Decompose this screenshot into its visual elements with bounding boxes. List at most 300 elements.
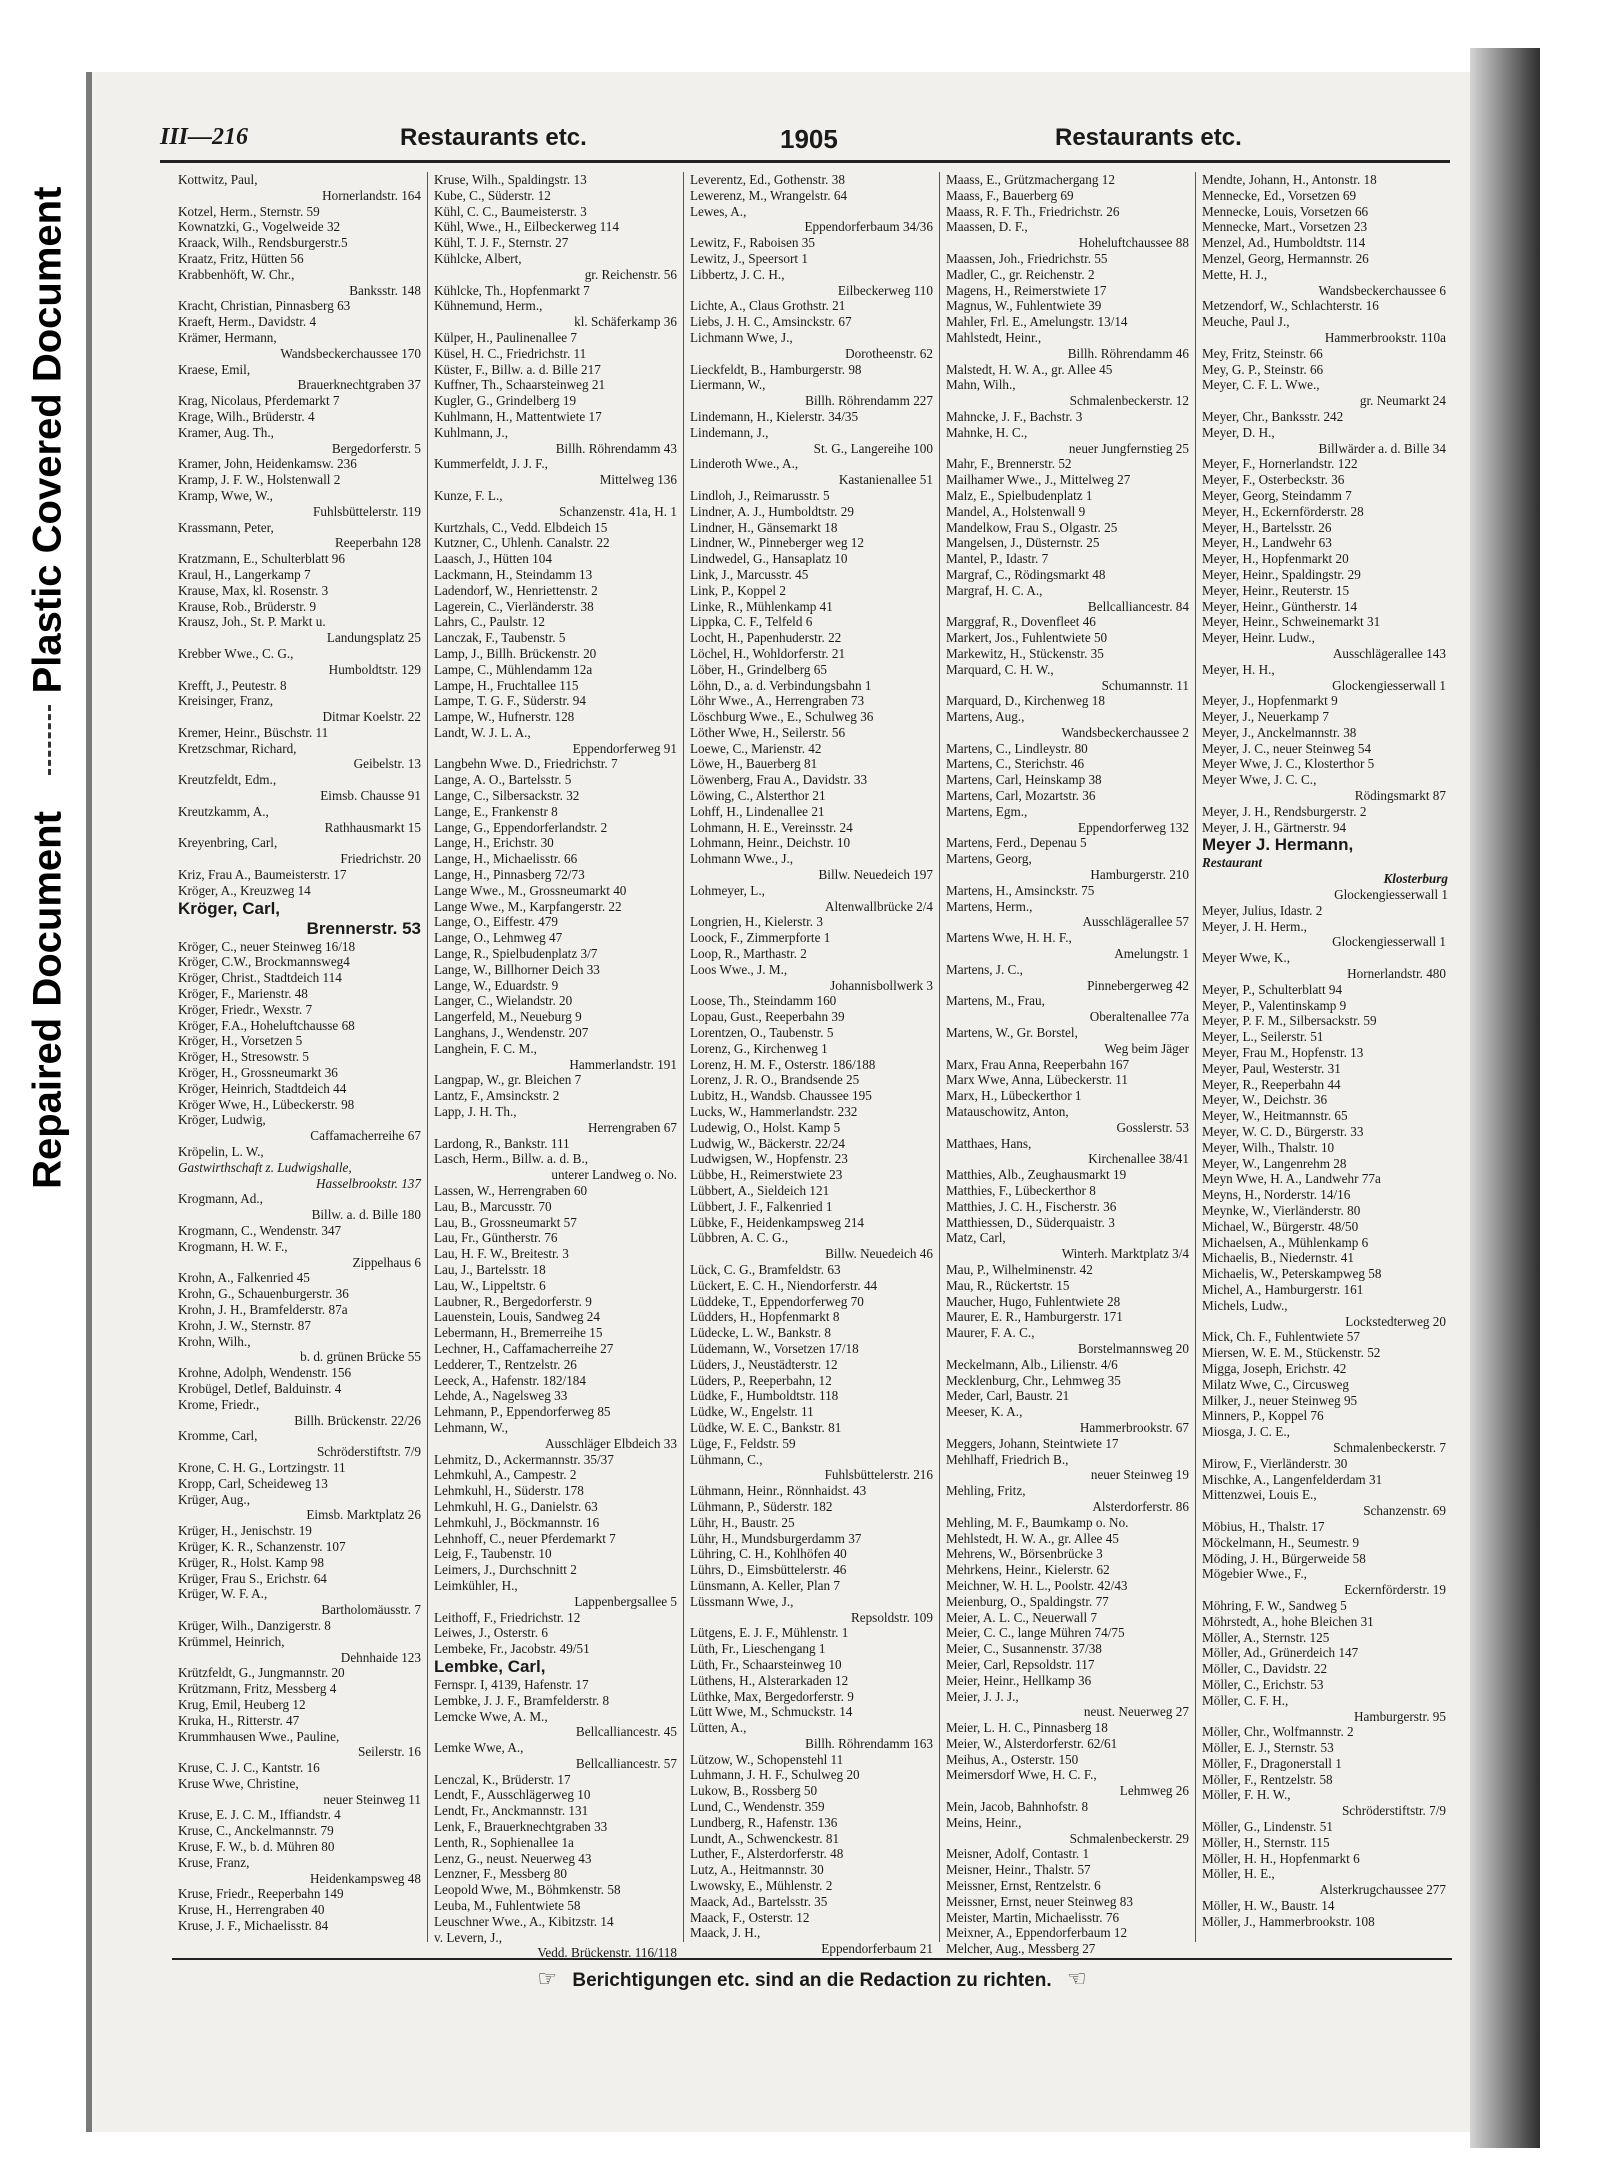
entry-name: Ludwig, W., Bäckerstr. 22/24 bbox=[690, 1135, 845, 1151]
entry-name: Kraatz, Fritz, Hütten 56 bbox=[178, 250, 304, 266]
entry-name: Meyer, W. C. D., Bürgerstr. 33 bbox=[1202, 1124, 1364, 1140]
entry-name: Löwenberg, Frau A., Davidstr. 33 bbox=[690, 772, 868, 788]
entry-name: Mette, H. J., bbox=[1202, 266, 1268, 282]
entry-name: Krämer, Hermann, bbox=[178, 329, 277, 345]
directory-entry bbox=[434, 1819, 679, 1835]
entry-name: Kraeft, Herm., Davidstr. 4 bbox=[178, 314, 317, 330]
entry-name: Kunze, F. L., bbox=[434, 487, 503, 503]
entry-name: Meissner, Ernst, Rentzelstr. 6 bbox=[946, 1878, 1101, 1894]
directory-column-4 bbox=[940, 172, 1196, 1957]
directory-entry bbox=[946, 204, 1191, 220]
entry-name: Lewes, A., bbox=[690, 203, 747, 219]
entry-name: Krummhausen Wwe., Pauline, bbox=[178, 1728, 340, 1744]
entry-name: Möller, C., Davidstr. 22 bbox=[1202, 1661, 1328, 1677]
directory-entry bbox=[434, 914, 679, 930]
entry-name: Loos Wwe., J. M., bbox=[690, 961, 788, 977]
directory-entry bbox=[1202, 982, 1448, 998]
directory-entry bbox=[946, 283, 1191, 299]
directory-entry bbox=[946, 1325, 1191, 1357]
entry-name: Lau, H. F. W., Breitestr. 3 bbox=[434, 1246, 569, 1262]
entry-name: Küsel, H. C., Friedrichstr. 11 bbox=[434, 345, 587, 361]
directory-entry bbox=[178, 1381, 423, 1397]
entry-address: Bellcalliancestr. 57 bbox=[575, 1755, 677, 1771]
directory-entry bbox=[690, 1088, 935, 1104]
directory-entry bbox=[434, 614, 679, 630]
directory-entry bbox=[1202, 520, 1448, 536]
entry-name: Kruse, C. J. C., Kantstr. 16 bbox=[178, 1760, 320, 1776]
directory-entry bbox=[434, 1578, 679, 1610]
entry-name: Mittenzwei, Louis E., bbox=[1202, 1487, 1317, 1503]
entry-name: Lapp, J. H. Th., bbox=[434, 1104, 517, 1120]
entry-name: Martens, Georg, bbox=[946, 851, 1032, 867]
entry-name: Kröger, H., Grossneumarkt 36 bbox=[178, 1065, 338, 1081]
directory-entry bbox=[690, 583, 935, 599]
directory-entry bbox=[946, 1199, 1191, 1215]
directory-entry bbox=[690, 1641, 935, 1657]
directory-entry bbox=[1202, 1393, 1448, 1409]
entry-name: Lühring, C. H., Kohlhöfen 40 bbox=[690, 1546, 847, 1562]
entry-name: Lohmann, H. E., Vereinsstr. 24 bbox=[690, 819, 853, 835]
entry-name: Meckelmann, Alb., Lilienstr. 4/6 bbox=[946, 1356, 1118, 1372]
directory-entry bbox=[434, 409, 679, 425]
entry-name: Möbius, H., Thalstr. 17 bbox=[1202, 1518, 1325, 1534]
directory-entry bbox=[1202, 1677, 1448, 1693]
directory-entry bbox=[434, 535, 679, 551]
entry-name: Locht, H., Papenhuderstr. 22 bbox=[690, 630, 842, 646]
entry-name: Lückert, E. C. H., Niendorferstr. 44 bbox=[690, 1277, 878, 1293]
directory-entry bbox=[178, 425, 423, 457]
directory-entry bbox=[178, 1823, 423, 1839]
entry-name: Kube, C., Süderstr. 12 bbox=[434, 187, 551, 203]
entry-name: Gastwirthschaft z. Ludwigshalle, bbox=[178, 1159, 352, 1175]
directory-entry bbox=[1202, 1345, 1448, 1361]
page-binding-edge bbox=[1470, 48, 1540, 2148]
entry-name: Meeser, K. A., bbox=[946, 1404, 1023, 1420]
directory-entry bbox=[946, 1072, 1191, 1088]
directory-entry bbox=[1202, 1566, 1448, 1598]
entry-address: Wandsbeckerchaussee 6 bbox=[1318, 282, 1446, 298]
directory-entry bbox=[946, 630, 1191, 646]
entry-name: Lüdke, W. E. C., Bankstr. 81 bbox=[690, 1419, 842, 1435]
entry-name: Lendt, F., Ausschlägerweg 10 bbox=[434, 1787, 591, 1803]
entry-name: Lüdke, W., Engelstr. 11 bbox=[690, 1404, 814, 1420]
directory-entry bbox=[690, 1009, 935, 1025]
directory-entry bbox=[434, 1151, 679, 1183]
directory-entry bbox=[1202, 488, 1448, 504]
directory-entry bbox=[178, 1618, 423, 1634]
directory-entry bbox=[1202, 1645, 1448, 1661]
entry-name: Lichte, A., Claus Grothstr. 21 bbox=[690, 298, 846, 314]
entry-name: Lenzner, F., Messberg 80 bbox=[434, 1866, 567, 1882]
entry-name: Lüdders, H., Hopfenmarkt 8 bbox=[690, 1309, 840, 1325]
entry-name: Meuche, Paul J., bbox=[1202, 314, 1290, 330]
directory-entry bbox=[946, 1167, 1191, 1183]
entry-name: Meier, C. C., lange Mühren 74/75 bbox=[946, 1625, 1125, 1641]
directory-entry bbox=[434, 678, 679, 694]
directory-entry bbox=[434, 1452, 679, 1468]
entry-name: Langpap, W., gr. Bleichen 7 bbox=[434, 1072, 582, 1088]
entry-name: Krone, C. H. G., Lortzingstr. 11 bbox=[178, 1459, 346, 1475]
entry-name: Lüthke, Max, Bergedorferstr. 9 bbox=[690, 1688, 854, 1704]
directory-entry bbox=[434, 646, 679, 662]
entry-name: Mandel, A., Holstenwall 9 bbox=[946, 503, 1086, 519]
entry-name: Kruse, E. J. C. M., Iffiandstr. 4 bbox=[178, 1807, 341, 1823]
entry-name: Lühr, H., Mundsburgerdamm 37 bbox=[690, 1530, 862, 1546]
directory-entry bbox=[690, 1199, 935, 1215]
entry-name: Krogmann, H. W. F., bbox=[178, 1238, 288, 1254]
directory-entry bbox=[178, 1634, 423, 1666]
entry-name: Lübbe, H., Reimerstwiete 23 bbox=[690, 1167, 843, 1183]
entry-name: Lau, B., Marcusstr. 70 bbox=[434, 1198, 552, 1214]
directory-entry bbox=[434, 1294, 679, 1310]
entry-name: Kröger, C.W., Brockmannsweg4 bbox=[178, 954, 350, 970]
entry-name: Kröger, Friedr., Wexstr. 7 bbox=[178, 1001, 313, 1017]
directory-entry bbox=[434, 1531, 679, 1547]
directory-entry bbox=[690, 1420, 935, 1436]
directory-entry bbox=[946, 693, 1191, 709]
directory-entry bbox=[178, 1239, 423, 1271]
entry-address: neuer Steinweg 19 bbox=[1090, 1467, 1189, 1483]
entry-name: Lüssmann Wwe, J., bbox=[690, 1593, 794, 1609]
directory-entry bbox=[178, 1002, 423, 1018]
directory-entry bbox=[1202, 1171, 1448, 1187]
directory-entry bbox=[178, 599, 423, 615]
entry-name: Liermann, W., bbox=[690, 377, 766, 393]
directory-entry bbox=[1202, 583, 1448, 599]
directory-entry bbox=[434, 1610, 679, 1626]
entry-name: Kramer, John, Heidenkamsw. 236 bbox=[178, 456, 357, 472]
entry-name: Krüger, H., Jenischstr. 19 bbox=[178, 1523, 312, 1539]
directory-entry bbox=[1202, 1203, 1448, 1219]
entry-address: neust. Neuerweg 27 bbox=[1083, 1704, 1189, 1720]
directory-entry bbox=[690, 1594, 935, 1626]
directory-entry bbox=[690, 835, 935, 851]
entry-name: Lühr, H., Baustr. 25 bbox=[690, 1514, 795, 1530]
entry-name: Mein, Jacob, Bahnhofstr. 8 bbox=[946, 1799, 1089, 1815]
entry-address: Fuhlsbüttelerstr. 216 bbox=[824, 1467, 933, 1483]
entry-name: Möller, J., Hammerbrookstr. 108 bbox=[1202, 1913, 1375, 1929]
directory-entry bbox=[434, 1373, 679, 1389]
directory-entry bbox=[946, 614, 1191, 630]
entry-name: Meyer, W., Deichstr. 36 bbox=[1202, 1092, 1328, 1108]
directory-entry bbox=[1202, 709, 1448, 725]
entry-name: Löchel, H., Wohldorferstr. 21 bbox=[690, 645, 846, 661]
entry-name: Kruse, Wilh., Spaldingstr. 13 bbox=[434, 172, 587, 187]
entry-name: Lützow, W., Schopenstehl 11 bbox=[690, 1751, 844, 1767]
directory-entry bbox=[434, 1230, 679, 1246]
entry-address: Bellcalliancestr. 84 bbox=[1087, 598, 1189, 614]
entry-name: Kühlcke, Albert, bbox=[434, 250, 522, 266]
entry-name: Möhring, F. W., Sandweg 5 bbox=[1202, 1597, 1347, 1613]
directory-entry bbox=[434, 1388, 679, 1404]
entry-name: Löwing, C., Alsterthor 21 bbox=[690, 788, 826, 804]
entry-name: Maurer, E. R., Hamburgerstr. 171 bbox=[946, 1309, 1123, 1325]
entry-name: Kruka, H., Ritterstr. 47 bbox=[178, 1712, 300, 1728]
directory-entry bbox=[434, 693, 679, 709]
entry-name: Mahlstedt, Heinr., bbox=[946, 329, 1042, 345]
directory-entry bbox=[178, 678, 423, 694]
entry-name: Kreisinger, Franz, bbox=[178, 693, 274, 709]
entry-address: Eppendorferbaum 21 bbox=[821, 1941, 933, 1957]
entry-address: Humboldtstr. 129 bbox=[328, 661, 421, 677]
entry-name: Lüders, J., Neustädterstr. 12 bbox=[690, 1356, 838, 1372]
directory-entry bbox=[434, 1183, 679, 1199]
entry-name: Martens, H., Amsinckstr. 75 bbox=[946, 882, 1095, 898]
directory-entry bbox=[434, 1657, 679, 1677]
entry-name: Link, P., Koppel 2 bbox=[690, 582, 786, 598]
entry-name: Kröger, F.A., Hoheluftchausse 68 bbox=[178, 1017, 355, 1033]
entry-name: Maassen, D. F., bbox=[946, 219, 1028, 235]
directory-entry bbox=[946, 172, 1191, 188]
directory-entry bbox=[946, 219, 1191, 251]
entry-address: Hamburgerstr. 95 bbox=[1353, 1708, 1446, 1724]
directory-entry bbox=[690, 488, 935, 504]
directory-entry bbox=[178, 1571, 423, 1587]
entry-name: Krüger, Frau S., Erichstr. 64 bbox=[178, 1570, 327, 1586]
directory-entry bbox=[1202, 919, 1448, 951]
header-rule bbox=[160, 160, 1450, 163]
directory-entry bbox=[434, 1562, 679, 1578]
directory-entry bbox=[946, 1799, 1191, 1815]
entry-address: unterer Landweg o. No. bbox=[551, 1167, 677, 1183]
entry-name: Lampe, W., Hufnerstr. 128 bbox=[434, 709, 575, 725]
entry-name: Lübke, F., Heidenkampsweg 214 bbox=[690, 1214, 865, 1230]
entry-name: Kühl, Wwe., H., Eilbeckerweg 114 bbox=[434, 219, 619, 235]
directory-entry bbox=[1202, 298, 1448, 314]
entry-name: Kugler, G., Grindelberg 19 bbox=[434, 393, 577, 409]
entry-name: Kownatzki, G., Vogelweide 32 bbox=[178, 219, 341, 235]
entry-name: v. Levern, J., bbox=[434, 1929, 502, 1945]
directory-entry bbox=[690, 1041, 935, 1057]
directory-entry bbox=[1202, 1866, 1448, 1898]
entry-address: Hasselbrookstr. 137 bbox=[315, 1175, 421, 1191]
directory-entry bbox=[690, 1262, 935, 1278]
entry-name: Lüth, Fr., Schaarsteinweg 10 bbox=[690, 1656, 842, 1672]
entry-name: Möller, C. F. H., bbox=[1202, 1692, 1289, 1708]
entry-address: Hammerbrookstr. 67 bbox=[1079, 1419, 1189, 1435]
directory-entry bbox=[690, 314, 935, 330]
entry-name: Lau, W., Lippeltstr. 6 bbox=[434, 1277, 546, 1293]
entry-name: Lassen, W., Herrengraben 60 bbox=[434, 1183, 588, 1198]
pointing-hand-left-icon: ☞ bbox=[537, 1966, 558, 1991]
directory-entry bbox=[946, 1183, 1191, 1199]
directory-entry bbox=[690, 1689, 935, 1705]
entry-name: Maucher, Hugo, Fuhlentwiete 28 bbox=[946, 1293, 1121, 1309]
directory-entry bbox=[178, 235, 423, 251]
directory-entry bbox=[690, 1436, 935, 1452]
label-separator bbox=[48, 705, 51, 775]
directory-entry bbox=[178, 899, 423, 939]
entry-name: Mirow, F., Vierländerstr. 30 bbox=[1202, 1455, 1348, 1471]
directory-entry bbox=[178, 409, 423, 425]
entry-name: Mögebier Wwe., F., bbox=[1202, 1566, 1307, 1582]
entry-name: Lardong, R., Bankstr. 111 bbox=[434, 1135, 570, 1151]
entry-address: Schmalenbeckerstr. 12 bbox=[1069, 393, 1189, 409]
entry-name: Leuschner Wwe., A., Kibitzstr. 14 bbox=[434, 1913, 614, 1929]
entry-name: Martens, M., Frau, bbox=[946, 993, 1045, 1009]
entry-name: Martens, Ferd., Depenau 5 bbox=[946, 835, 1087, 851]
directory-entry bbox=[690, 267, 935, 299]
entry-name: Meisner, Adolf, Contastr. 1 bbox=[946, 1846, 1090, 1862]
entry-name: Lasch, Herm., Billw. a. d. B., bbox=[434, 1151, 589, 1167]
directory-entry bbox=[946, 1515, 1191, 1531]
entry-address: Kirchenallee 38/41 bbox=[1088, 1151, 1189, 1167]
entry-name: Mahn, Wilh., bbox=[946, 377, 1016, 393]
entry-name: Kühl, T. J. F., Sternstr. 27 bbox=[434, 235, 569, 251]
entry-name: Meyer, J. H., Gärtnerstr. 94 bbox=[1202, 819, 1347, 835]
directory-entry bbox=[434, 1930, 679, 1962]
entry-name: Leithoff, F., Friedrichstr. 12 bbox=[434, 1609, 581, 1625]
entry-name: Möller, H. H., Hopfenmarkt 6 bbox=[1202, 1850, 1360, 1866]
entry-name: Matthies, F., Lübeckerthor 8 bbox=[946, 1183, 1096, 1198]
entry-name: Meyns, H., Norderstr. 14/16 bbox=[1202, 1187, 1351, 1203]
directory-entry bbox=[1202, 1787, 1448, 1819]
entry-name: Meyn Wwe, H. A., Landwehr 77a bbox=[1202, 1171, 1381, 1187]
directory-entry bbox=[434, 235, 679, 251]
entry-name: Lehmkuhl, H. G., Danielstr. 63 bbox=[434, 1498, 598, 1514]
entry-name: Martens, Aug., bbox=[946, 709, 1025, 725]
entry-name: Mischke, A., Langenfelderdam 31 bbox=[1202, 1471, 1383, 1487]
entry-name: Krebber Wwe., C. G., bbox=[178, 645, 294, 661]
entry-name: Lüthens, H., Alsterarkaden 12 bbox=[690, 1672, 849, 1688]
directory-entry bbox=[434, 725, 679, 757]
entry-address: Bellcalliancestr. 45 bbox=[575, 1724, 677, 1740]
directory-entry bbox=[946, 1641, 1191, 1657]
entry-name: Meyer Wwe, K., bbox=[1202, 950, 1291, 966]
directory-entry bbox=[1202, 1250, 1448, 1266]
directory-entry bbox=[1202, 314, 1448, 346]
entry-name: Lantz, F., Amsinckstr. 2 bbox=[434, 1088, 560, 1104]
directory-entry bbox=[434, 520, 679, 536]
year-title: 1905 bbox=[780, 124, 838, 154]
entry-name: Marggraf, R., Dovenfleet 46 bbox=[946, 614, 1096, 630]
entry-name: Michel, A., Hamburgerstr. 161 bbox=[1202, 1281, 1364, 1297]
directory-entry bbox=[690, 1657, 935, 1673]
entry-name: Maack, F., Osterstr. 12 bbox=[690, 1909, 810, 1925]
entry-name: Maass, F., Bauerberg 69 bbox=[946, 187, 1074, 203]
directory-entry bbox=[690, 1120, 935, 1136]
entry-name: Lau, B., Grossneumarkt 57 bbox=[434, 1214, 577, 1230]
directory-entry bbox=[946, 1862, 1191, 1878]
entry-name: Kühnemund, Herm., bbox=[434, 298, 543, 314]
directory-column-1 bbox=[172, 172, 428, 1942]
entry-name: Löther Wwe, H., Seilerstr. 56 bbox=[690, 724, 846, 740]
directory-entry bbox=[1202, 1693, 1448, 1725]
entry-name: Marquard, D., Kirchenweg 18 bbox=[946, 693, 1105, 709]
directory-entry bbox=[434, 1851, 679, 1867]
entry-name: Lembeke, Fr., Jacobstr. 49/51 bbox=[434, 1641, 590, 1657]
directory-entry bbox=[178, 1397, 423, 1429]
directory-column-2 bbox=[428, 172, 684, 1961]
entry-name: Martens, C., Lindleystr. 80 bbox=[946, 740, 1088, 756]
directory-entry bbox=[946, 1278, 1191, 1294]
directory-entry bbox=[178, 804, 423, 836]
entry-name: Meyer, D. H., bbox=[1202, 424, 1275, 440]
directory-entry bbox=[178, 267, 423, 299]
directory-entry bbox=[690, 1546, 935, 1562]
directory-entry bbox=[946, 1373, 1191, 1389]
entry-name: Lange, W., Billhorner Deich 33 bbox=[434, 961, 600, 977]
entry-name: Marx, H., Lübeckerthor 1 bbox=[946, 1088, 1082, 1104]
directory-entry bbox=[434, 1025, 679, 1041]
entry-name: Kröpelin, L. W., bbox=[178, 1144, 264, 1160]
directory-entry bbox=[946, 1657, 1191, 1673]
directory-entry bbox=[1202, 1819, 1448, 1835]
entry-name: Lauenstein, Louis, Sandweg 24 bbox=[434, 1309, 600, 1325]
directory-entry bbox=[690, 1562, 935, 1578]
directory-entry bbox=[178, 362, 423, 394]
entry-name: Restaurant bbox=[1202, 855, 1263, 871]
directory-entry bbox=[178, 1428, 423, 1460]
directory-entry bbox=[434, 204, 679, 220]
directory-entry bbox=[434, 188, 679, 204]
entry-name: Lüddeke, T., Eppendorferweg 70 bbox=[690, 1293, 864, 1309]
directory-entry bbox=[434, 1866, 679, 1882]
entry-name: Leuba, M., Fuhlentwiete 58 bbox=[434, 1898, 581, 1914]
entry-name: Meyer, Heinr., Reuterstr. 15 bbox=[1202, 582, 1350, 598]
directory-entry bbox=[434, 251, 679, 283]
directory-entry bbox=[434, 899, 679, 915]
entry-name: Möller, Ad., Grünerdeich 147 bbox=[1202, 1645, 1359, 1661]
entry-address: Billh. Röhrendamm 43 bbox=[555, 440, 677, 456]
entry-name: Lindwedel, G., Hansaplatz 10 bbox=[690, 551, 848, 567]
entry-name: Krüger, W. F. A., bbox=[178, 1586, 268, 1602]
entry-name: Lorenz, J. R. O., Brandsende 25 bbox=[690, 1072, 860, 1088]
directory-entry bbox=[178, 1855, 423, 1887]
directory-entry bbox=[1202, 1551, 1448, 1567]
entry-name: Meyer, Julius, Idastr. 2 bbox=[1202, 902, 1323, 918]
entry-address: Lockstedterweg 20 bbox=[1345, 1313, 1446, 1329]
entry-name: Krage, Wilh., Brüderstr. 4 bbox=[178, 408, 315, 424]
entry-address: Gosslerstr. 53 bbox=[1116, 1119, 1189, 1135]
entry-name: Leimers, J., Durchschnitt 2 bbox=[434, 1562, 577, 1578]
entry-name: Lukow, B., Rossberg 50 bbox=[690, 1783, 818, 1799]
entry-name: Longrien, H., Kielerstr. 3 bbox=[690, 914, 823, 930]
directory-entry bbox=[434, 662, 679, 678]
entry-name: Kruse, F. W., b. d. Mühren 80 bbox=[178, 1839, 335, 1855]
entry-name: Loose, Th., Steindamm 160 bbox=[690, 993, 837, 1009]
entry-name: Lüth, Fr., Lieschengang 1 bbox=[690, 1641, 826, 1657]
directory-entry bbox=[690, 709, 935, 725]
entry-name: Meienburg, O., Spaldingstr. 77 bbox=[946, 1593, 1109, 1609]
directory-entry bbox=[946, 756, 1191, 772]
entry-name: Meyer, Chr., Banksstr. 242 bbox=[1202, 408, 1344, 424]
entry-name: Kutzner, C., Uhlenh. Canalstr. 22 bbox=[434, 535, 610, 551]
entry-name: Laubner, R., Bergedorferstr. 9 bbox=[434, 1293, 592, 1309]
entry-name: Kotzel, Herm., Sternstr. 59 bbox=[178, 203, 320, 219]
directory-entry bbox=[178, 954, 423, 970]
directory-entry bbox=[946, 1025, 1191, 1057]
entry-name: Kröger, Ludwig, bbox=[178, 1112, 266, 1128]
entry-address: Herrengraben 67 bbox=[588, 1119, 677, 1135]
directory-entry bbox=[690, 725, 935, 741]
entry-name: Lange, G., Eppendorferlandstr. 2 bbox=[434, 819, 608, 835]
entry-name: Meyer, H., Bartelsstr. 26 bbox=[1202, 519, 1332, 535]
entry-name: Meimersdorf Wwe, H. C. F., bbox=[946, 1767, 1097, 1783]
directory-entry bbox=[434, 1278, 679, 1294]
directory-entry bbox=[946, 1673, 1191, 1689]
entry-name: Matauschowitz, Anton, bbox=[946, 1104, 1069, 1120]
directory-entry bbox=[946, 1752, 1191, 1768]
directory-entry bbox=[690, 1309, 935, 1325]
directory-entry bbox=[434, 1835, 679, 1851]
entry-name: Krützfeldt, G., Jungmannstr. 20 bbox=[178, 1665, 345, 1681]
directory-entry bbox=[1202, 1235, 1448, 1251]
directory-entry bbox=[1202, 1377, 1448, 1393]
entry-address: Glockengiesserwall 1 bbox=[1332, 677, 1446, 693]
entry-name: Kratzmann, E., Schulterblatt 96 bbox=[178, 551, 345, 567]
directory-entry bbox=[178, 330, 423, 362]
